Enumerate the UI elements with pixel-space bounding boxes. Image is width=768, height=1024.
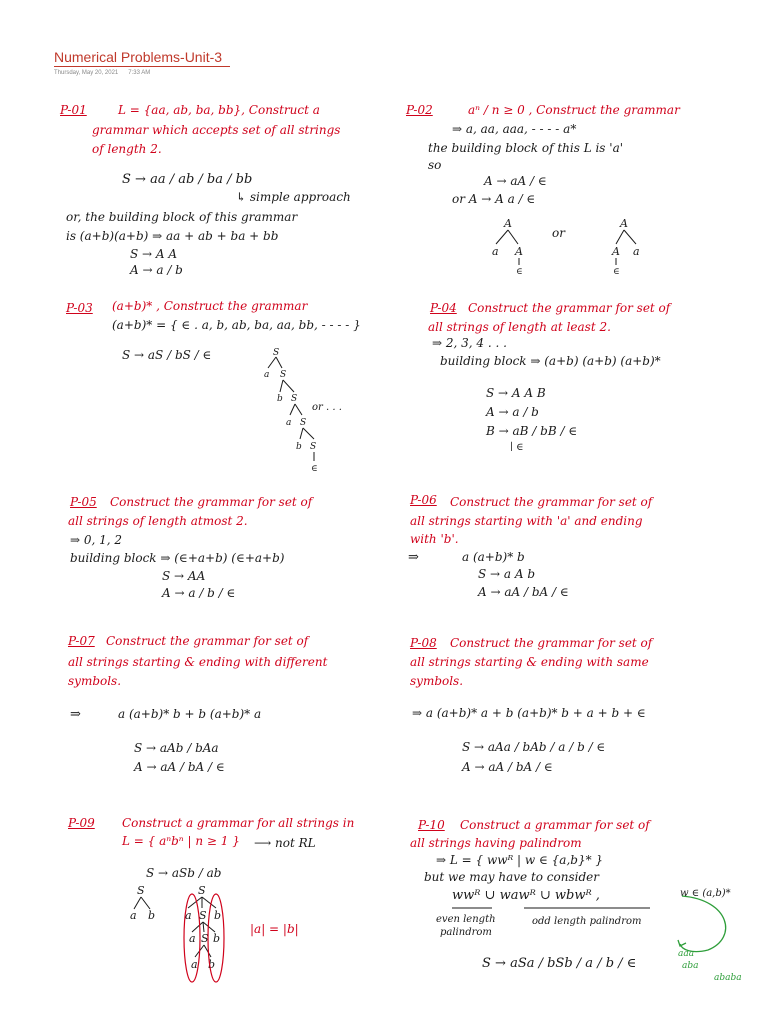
p10-even-label-1: even length: [436, 914, 496, 925]
tree-node: b: [296, 442, 302, 452]
p02-production-left: or A → A a / ∈: [452, 192, 536, 206]
p07-regex: a (a+b)* b + b (a+b)* a: [118, 707, 262, 721]
page-date: [54, 70, 150, 76]
p05-production-s: S → AA: [162, 569, 206, 583]
p02-parse-tree-2: [606, 215, 676, 275]
tree-node: S: [198, 884, 206, 897]
p10-consider: but we may have to consider: [424, 870, 599, 884]
p04-building-block: building block ⇒ (a+b) (a+b) (a+b)*: [440, 354, 661, 368]
p10-question-line1: Construct a grammar for set of: [460, 818, 650, 832]
tree-node: b: [148, 909, 156, 922]
tree-node: a: [130, 909, 137, 922]
p09-parse-tree-1: [124, 882, 174, 922]
problem-id-p06: P-06: [410, 493, 437, 507]
p05-lengths: ⇒ 0, 1, 2: [70, 533, 123, 547]
p02-production-right: A → aA / ∈: [484, 174, 547, 188]
p04-production-a: A → a / b: [486, 405, 539, 419]
p03-or-note: or . . .: [312, 402, 342, 413]
palindrome-example: aaa: [678, 949, 695, 959]
p09-production: S → aSb / ab: [146, 866, 222, 880]
p10-w-domain: w ∈ (a,b)*: [680, 888, 731, 899]
p06-production-a: A → aA / bA / ∈: [478, 585, 569, 599]
tree-node: S: [291, 394, 298, 404]
page-title: Numerical Problems-Unit-3: [54, 49, 223, 65]
p03-question-line1: (a+b)* , Construct the grammar: [112, 299, 308, 313]
p02-question-line1: aⁿ / n ≥ 0 , Construct the grammar: [468, 103, 680, 117]
tree-node: a: [191, 958, 198, 971]
tree-node: A: [612, 245, 620, 258]
tree-node: ∈: [516, 267, 523, 277]
p06-production-s: S → a A b: [478, 567, 536, 581]
p09-question-line1: Construct a grammar for all strings in: [122, 816, 355, 830]
tree-node: a: [185, 909, 192, 922]
tree-node: a: [264, 370, 270, 380]
p01-question-line3: of length 2.: [92, 142, 162, 156]
tree-node: a: [189, 932, 196, 945]
p09-question-line2: L = { aⁿbⁿ | n ≥ 1 }: [122, 834, 240, 848]
p04-production-b: B → aB / bB / ∈: [486, 424, 578, 438]
tree-node: S: [273, 348, 280, 358]
p08-regex: ⇒ a (a+b)* a + b (a+b)* b + a + b + ∈: [412, 706, 646, 720]
p02-or-label: or: [552, 226, 565, 240]
p02-line-so: so: [428, 158, 442, 172]
tree-node: ∈: [613, 267, 620, 277]
tree-node: b: [214, 909, 222, 922]
p01-question-line2: grammar which accepts set of all strings: [92, 123, 341, 137]
p01-line-or: or, the building block of this grammar: [66, 210, 298, 224]
problem-id-p08: P-08: [410, 636, 437, 650]
tree-node: S: [310, 442, 317, 452]
tree-node: ∈: [311, 464, 318, 474]
p07-question-line3: symbols.: [68, 674, 122, 688]
p03-expansion: (a+b)* = { ∈ . a, b, ab, ba, aa, bb, - - - - }: [112, 318, 361, 332]
tree-node: A: [504, 217, 512, 230]
p03-production: S → aS / bS / ∈: [122, 348, 212, 362]
p10-language: ⇒ L = { wwᴿ | w ∈ {a,b}* }: [436, 853, 604, 867]
p04-lengths: ⇒ 2, 3, 4 . . .: [432, 336, 507, 350]
p10-question-line2: all strings having palindrom: [410, 836, 582, 850]
p07-implies: ⇒: [70, 707, 81, 722]
p01-question-line1: L = {aa, ab, ba, bb}, Construct a: [118, 103, 320, 117]
p06-question-line1: Construct the grammar for set of: [450, 495, 653, 509]
problem-id-p02: P-02: [406, 103, 433, 117]
tree-node: S: [137, 884, 145, 897]
p10-arrow-annotation: [620, 880, 760, 990]
p10-union: wwᴿ ∪ wawᴿ ∪ wbwᴿ ,: [452, 888, 600, 903]
p01-production-simple: S → aa / ab / ba / bb: [122, 172, 253, 187]
palindrome-example: aba: [682, 961, 699, 971]
p03-parse-tree: [250, 345, 360, 475]
p05-production-a: A → a / b / ∈: [162, 586, 236, 600]
title-underline: [54, 66, 230, 67]
problem-id-p05: P-05: [70, 495, 97, 509]
p08-production-s: S → aAa / bAb / a / b / ∈: [462, 740, 606, 754]
problem-id-p09: P-09: [68, 816, 95, 830]
p09-equal-count: |a| = |b|: [250, 922, 299, 936]
p04-production-s: S → A A B: [486, 386, 546, 400]
p02-parse-tree-1: [480, 215, 550, 275]
p05-question-line1: Construct the grammar for set of: [110, 495, 313, 509]
p01-production-a: A → a / b: [130, 263, 183, 277]
tree-node: S: [199, 909, 207, 922]
p08-question-line3: symbols.: [410, 674, 464, 688]
tree-node: a: [286, 418, 292, 428]
p01-production-s: S → A A: [130, 247, 178, 261]
palindrome-example: ababa: [714, 973, 742, 983]
tree-node: S: [280, 370, 287, 380]
problem-id-p03: P-03: [66, 301, 93, 315]
p08-question-line2: all strings starting & ending with same: [410, 655, 649, 669]
p07-question-line2: all strings starting & ending with different: [68, 655, 328, 669]
tree-node: A: [515, 245, 523, 258]
p04-question-line1: Construct the grammar for set of: [468, 301, 671, 315]
p04-question-line2: all strings of length at least 2.: [428, 320, 611, 334]
p10-even-label-2: palindrom: [440, 927, 492, 938]
problem-id-p01: P-01: [60, 103, 87, 117]
p02-line-building-block: the building block of this L is 'a': [428, 141, 624, 155]
p09-not-rl: ⟶ not RL: [254, 836, 316, 850]
p07-production-a: A → aA / bA / ∈: [134, 760, 225, 774]
tree-node: b: [213, 932, 221, 945]
p07-question-line1: Construct the grammar for set of: [106, 634, 309, 648]
p10-production: S → aSa / bSb / a / b / ∈: [482, 956, 637, 971]
problem-id-p07: P-07: [68, 634, 95, 648]
tree-node: S: [300, 418, 307, 428]
tree-node: a: [492, 245, 499, 258]
p08-question-line1: Construct the grammar for set of: [450, 636, 653, 650]
tree-node: b: [208, 958, 216, 971]
tree-node: a: [633, 245, 640, 258]
time-text: 7:33 AM: [128, 70, 151, 76]
p09-parse-tree-2: [172, 882, 242, 982]
p01-simple-approach-note: ↳ simple approach: [236, 190, 351, 204]
p06-question-line2: all strings starting with 'a' and ending: [410, 514, 643, 528]
p07-production-s: S → aAb / bAa: [134, 741, 219, 755]
p05-building-block: building block ⇒ (∈+a+b) (∈+a+b): [70, 551, 285, 565]
problem-id-p10: P-10: [418, 818, 445, 832]
p06-implies: ⇒: [408, 550, 419, 565]
p04-epsilon-tail: ∣ ∈: [510, 442, 524, 453]
p06-question-line3: with 'b'.: [410, 532, 459, 546]
p05-question-line2: all strings of length atmost 2.: [68, 514, 248, 528]
p06-regex: a (a+b)* b: [462, 550, 525, 564]
p02-line-strings: ⇒ a, aa, aaa, - - - - a*: [452, 122, 577, 136]
p08-production-a: A → aA / bA / ∈: [462, 760, 553, 774]
p10-odd-label: odd length palindrom: [532, 916, 642, 927]
problem-id-p04: P-04: [430, 301, 457, 315]
tree-node: A: [620, 217, 628, 230]
date-text: Thursday, May 20, 2021: [54, 70, 119, 76]
p01-line-is: is (a+b)(a+b) ⇒ aa + ab + ba + bb: [66, 229, 279, 243]
tree-node: S: [201, 932, 209, 945]
tree-node: b: [277, 394, 283, 404]
